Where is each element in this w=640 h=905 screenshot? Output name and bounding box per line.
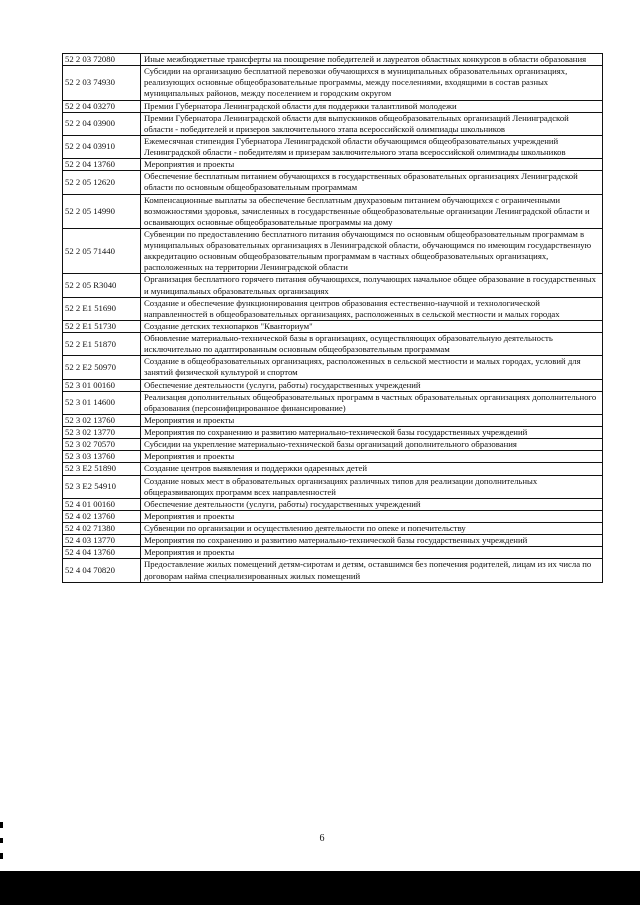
row-code: 52 4 04 13760 bbox=[63, 547, 141, 559]
table-row bbox=[63, 171, 603, 194]
table-row bbox=[63, 194, 603, 228]
row-name: Обеспечение деятельности (услуги, работы) государственных учреждений bbox=[141, 379, 603, 391]
row-code: 52 4 04 70820 bbox=[63, 559, 141, 582]
row-name: Премии Губернатора Ленинградской области для выпускников общеобразовательных организаций Ленинградской области - победителей и призеров заключительного этапа всероссийской олимпиады школьников bbox=[141, 112, 603, 135]
row-name: Компенсационные выплаты за обеспечение бесплатным двухразовым питанием обучающихся с ограниченными возможностями здоровья, зачисленных в государственные общеобразовательные организации Ленинградской области и осваивающих основные общеобразовательные программы на дому bbox=[141, 194, 603, 228]
row-code: 52 3 02 70570 bbox=[63, 439, 141, 451]
table-row bbox=[63, 498, 603, 510]
table-row bbox=[63, 100, 603, 112]
table-row bbox=[63, 320, 603, 332]
row-code: 52 2 E1 51730 bbox=[63, 320, 141, 332]
row-name: Создание и обеспечение функционирования центров образования естественно-научной и технологической направленностей в общеобразовательных организациях, расположенных в сельской местности и малых городах bbox=[141, 297, 603, 320]
row-name: Создание в общеобразовательных организациях, расположенных в сельской местности и малых городах, условий для занятий физической культурой и спортом bbox=[141, 356, 603, 379]
scan-edge-mark bbox=[0, 853, 3, 859]
row-code: 52 2 03 72080 bbox=[63, 54, 141, 66]
row-code: 52 3 02 13760 bbox=[63, 414, 141, 426]
table-row bbox=[63, 463, 603, 475]
table-row bbox=[63, 135, 603, 158]
table-row bbox=[63, 510, 603, 522]
row-name: Субвенции по организации и осуществлению деятельности по опеке и попечительству bbox=[141, 523, 603, 535]
scan-bottom-edge bbox=[0, 871, 640, 905]
row-name: Реализация дополнительных общеобразовательных программ в частных образовательных организациях дополнительного образования (персонифицированное финансирование) bbox=[141, 391, 603, 414]
row-code: 52 2 05 12620 bbox=[63, 171, 141, 194]
row-code: 52 2 04 13760 bbox=[63, 159, 141, 171]
row-code: 52 3 01 14600 bbox=[63, 391, 141, 414]
row-code: 52 2 E1 51870 bbox=[63, 333, 141, 356]
row-name: Обеспечение деятельности (услуги, работы) государственных учреждений bbox=[141, 498, 603, 510]
table-row bbox=[63, 439, 603, 451]
table-row bbox=[63, 228, 603, 274]
table-row bbox=[63, 66, 603, 100]
row-code: 52 2 05 71440 bbox=[63, 228, 141, 274]
row-name: Обновление материально-технической базы в организациях, осуществляющих образовательную деятельность исключительно по адаптированным основным общеобразовательным программам bbox=[141, 333, 603, 356]
row-name: Субсидии на организацию бесплатной перевозки обучающихся в муниципальных образовательных организациях, реализующих основные общеобразовательные программы, между поселениями, входящими в состав разных муниципальных районов, между поселением и городским округом bbox=[141, 66, 603, 100]
table-row bbox=[63, 159, 603, 171]
table-row bbox=[63, 112, 603, 135]
row-code: 52 2 04 03900 bbox=[63, 112, 141, 135]
row-code: 52 3 01 00160 bbox=[63, 379, 141, 391]
row-name: Субсидии на укрепление материально-технической базы организаций дополнительного образования bbox=[141, 439, 603, 451]
row-name: Иные межбюджетные трансферты на поощрение победителей и лауреатов областных конкурсов в области образования bbox=[141, 54, 603, 66]
table-row bbox=[63, 414, 603, 426]
page-number: 6 bbox=[319, 833, 325, 844]
table-row bbox=[63, 391, 603, 414]
row-name: Создание детских технопарков "Кванториум" bbox=[141, 320, 603, 332]
budget-classification-table bbox=[62, 53, 603, 583]
table-row bbox=[63, 333, 603, 356]
row-name: Мероприятия и проекты bbox=[141, 510, 603, 522]
row-name: Создание центров выявления и поддержки одаренных детей bbox=[141, 463, 603, 475]
table-row bbox=[63, 559, 603, 582]
table-row bbox=[63, 356, 603, 379]
row-code: 52 2 05 R3040 bbox=[63, 274, 141, 297]
row-name: Ежемесячная стипендия Губернатора Ленинградской области обучающимся общеобразовательных учреждений Ленинградской области - победителям и призерам заключительного этапа всероссийской олимпиады школьников bbox=[141, 135, 603, 158]
table-body bbox=[63, 54, 603, 583]
scan-edge-mark bbox=[0, 822, 3, 828]
row-code: 52 4 02 71380 bbox=[63, 523, 141, 535]
table-row bbox=[63, 297, 603, 320]
row-name: Субвенции по предоставлению бесплатного питания обучающимся по основным общеобразовательным программам в муниципальных образовательных организациях в Ленинградской области, обучающимся по имеющим государственную аккредитацию основным общеобразовательным программам в частных общеобразовательных организациях, расположенных на территории Ленинградской области bbox=[141, 228, 603, 274]
scan-edge-mark bbox=[0, 838, 3, 843]
row-name: Мероприятия по сохранению и развитию материально-технической базы государственных учреждений bbox=[141, 427, 603, 439]
row-code: 52 2 E1 51690 bbox=[63, 297, 141, 320]
table-row bbox=[63, 547, 603, 559]
table-row bbox=[63, 379, 603, 391]
row-code: 52 3 E2 51890 bbox=[63, 463, 141, 475]
row-code: 52 4 02 13760 bbox=[63, 510, 141, 522]
table-row bbox=[63, 475, 603, 498]
table-row bbox=[63, 427, 603, 439]
row-name: Мероприятия и проекты bbox=[141, 451, 603, 463]
row-code: 52 4 03 13770 bbox=[63, 535, 141, 547]
row-code: 52 2 03 74930 bbox=[63, 66, 141, 100]
table-row bbox=[63, 274, 603, 297]
row-code: 52 3 E2 54910 bbox=[63, 475, 141, 498]
row-name: Мероприятия по сохранению и развитию материально-технической базы государственных учреждений bbox=[141, 535, 603, 547]
row-name: Мероприятия и проекты bbox=[141, 547, 603, 559]
row-name: Премии Губернатора Ленинградской области для поддержки талантливой молодежи bbox=[141, 100, 603, 112]
row-code: 52 3 02 13770 bbox=[63, 427, 141, 439]
row-name: Предоставление жилых помещений детям-сиротам и детям, оставшимся без попечения родителей, лицам из их числа по договорам найма специализированных жилых помещений bbox=[141, 559, 603, 582]
row-name: Мероприятия и проекты bbox=[141, 414, 603, 426]
row-code: 52 4 01 00160 bbox=[63, 498, 141, 510]
row-name: Мероприятия и проекты bbox=[141, 159, 603, 171]
row-name: Обеспечение бесплатным питанием обучающихся в государственных образовательных организациях Ленинградской области по основным общеобразовательным программам bbox=[141, 171, 603, 194]
row-code: 52 2 04 03270 bbox=[63, 100, 141, 112]
row-code: 52 2 05 14990 bbox=[63, 194, 141, 228]
table-row bbox=[63, 54, 603, 66]
row-name: Организация бесплатного горячего питания обучающихся, получающих начальное общее образование в государственных и муниципальных образовательных организациях bbox=[141, 274, 603, 297]
table-row bbox=[63, 451, 603, 463]
row-name: Создание новых мест в образовательных организациях различных типов для реализации дополнительных общеразвивающих программ всех направленностей bbox=[141, 475, 603, 498]
row-code: 52 3 03 13760 bbox=[63, 451, 141, 463]
row-code: 52 2 E2 50970 bbox=[63, 356, 141, 379]
table-row bbox=[63, 535, 603, 547]
table-row bbox=[63, 523, 603, 535]
row-code: 52 2 04 03910 bbox=[63, 135, 141, 158]
